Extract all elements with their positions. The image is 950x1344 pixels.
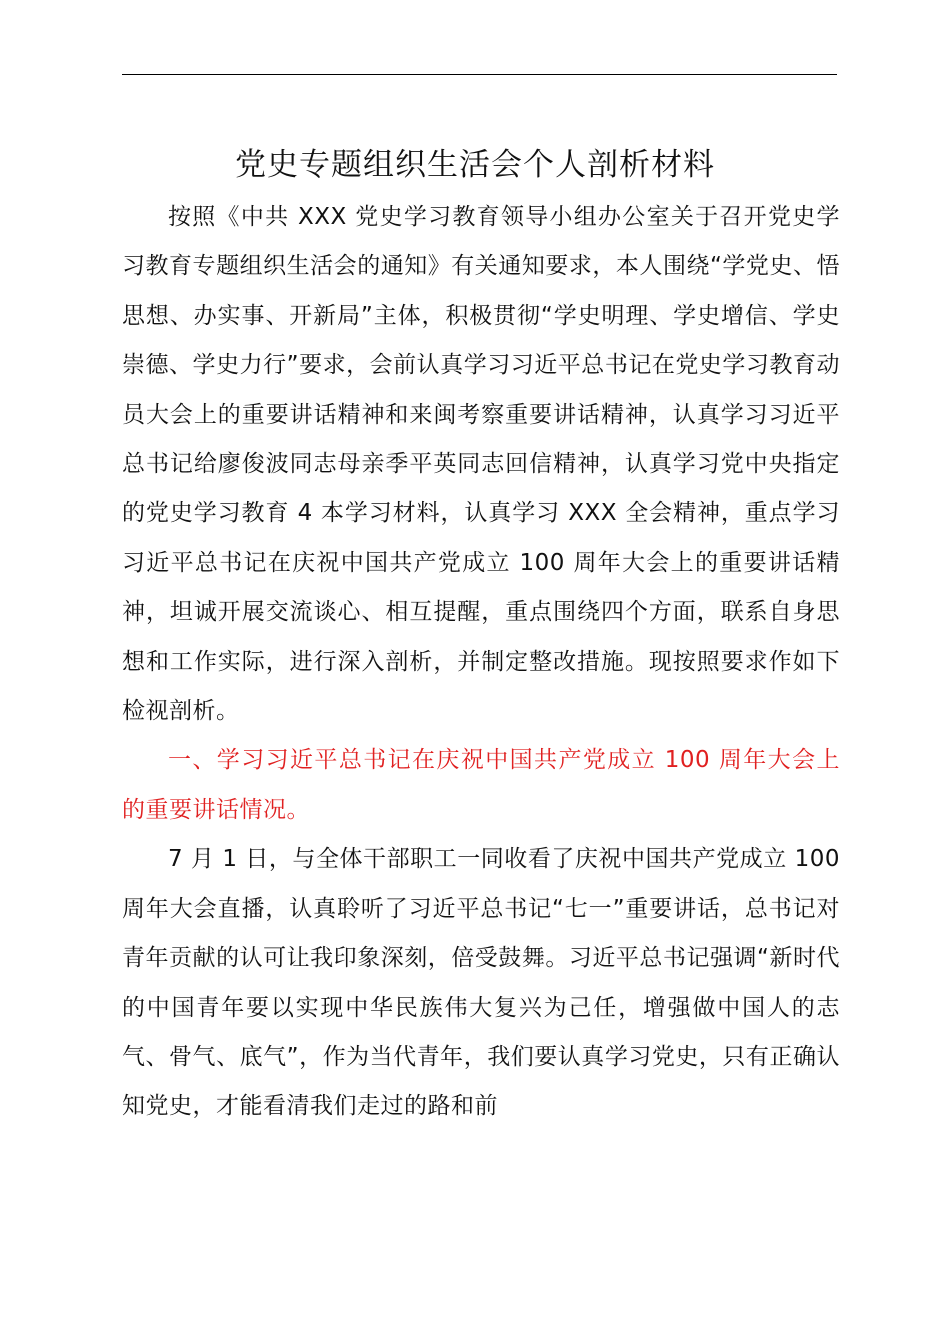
document-title: 党史专题组织生活会个人剖析材料 <box>235 147 715 183</box>
section-heading-1: 一、学习习近平总书记在庆祝中国共产党成立 100 周年大会上的重要讲话情况。 <box>122 747 840 823</box>
document-body <box>122 193 840 1132</box>
header-rule <box>122 74 837 75</box>
section-1-paragraph: 7 月 1 日，与全体干部职工一同收看了庆祝中国共产党成立 100 周年大会直播，认真聆听了习近平总书记“七一”重要讲话，总书记对青年贡献的认可让我印象深刻，倍受鼓舞。习近平总书记强调“新时代的中国青年要以实现中华民族伟大复兴为己任，增强做中国人的志气、骨气、底气”，作为当代青年，我们要认真学习党史，只有正确认知党史，才能看清我们走过的路和前 <box>122 846 840 1120</box>
intro-paragraph: 按照《中共 XXX 党史学习教育领导小组办公室关于召开党史学习教育专题组织生活会的通知》有关通知要求，本人围绕“学党史、悟思想、办实事、开新局”主体，积极贯彻“学史明理、学史增信、学史崇德、学史力行”要求，会前认真学习习近平总书记在党史学习教育动员大会上的重要讲话精神和来闽考察重要讲话精神，认真学习习近平总书记给廖俊波同志母亲季平英同志回信精神，认真学习党中央指定的党史学习教育 4 本学习材料，认真学习 XXX 全会精神，重点学习习近平总书记在庆祝中国共产党成立 100 周年大会上的重要讲话精神，坦诚开展交流谈心、相互提醒，重点围绕四个方面，联系自身思想和工作实际，进行深入剖析，并制定整改措施。现按照要求作如下检视剖析。 <box>122 204 840 725</box>
